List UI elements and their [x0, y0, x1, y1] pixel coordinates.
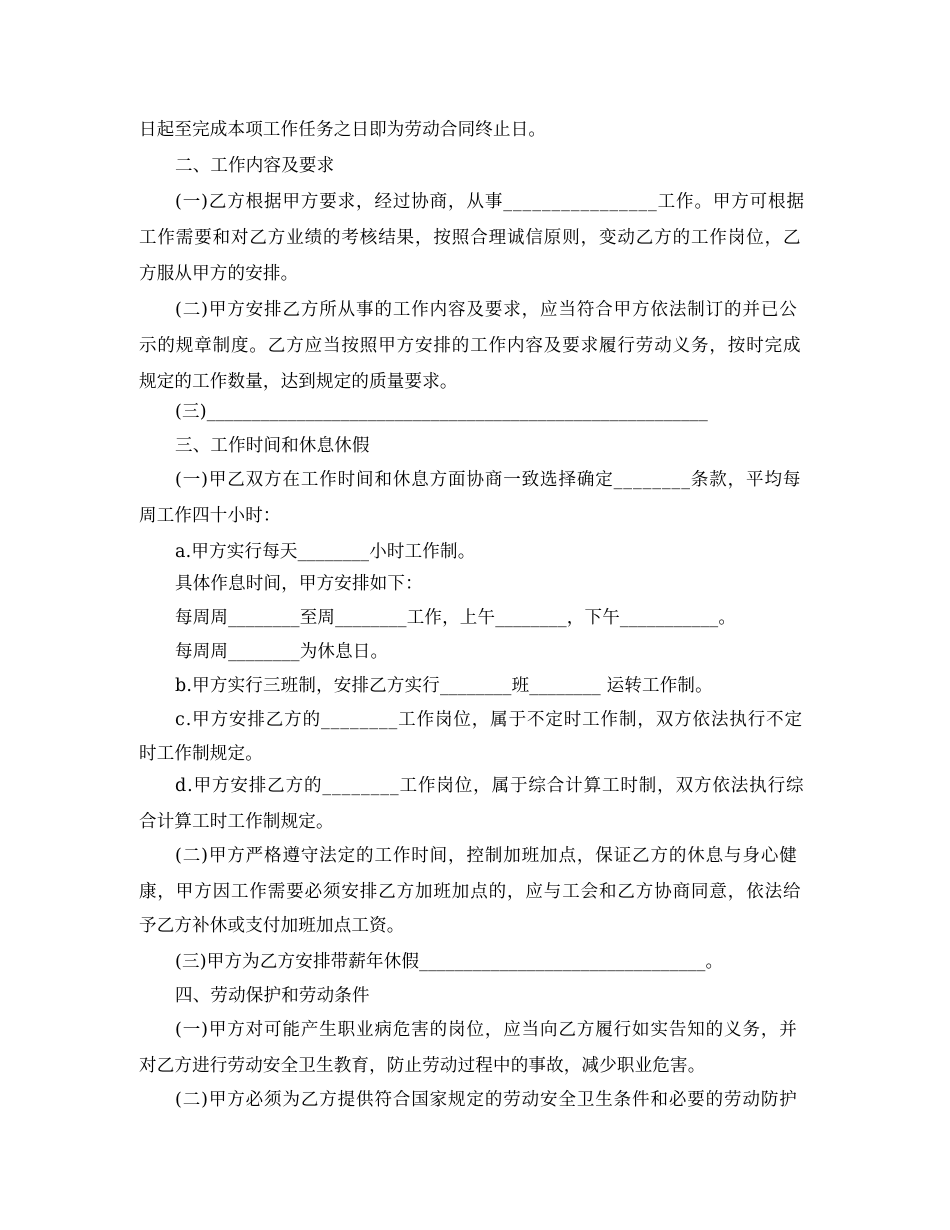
text-line: c.甲方安排乙方的________工作岗位，属于不定时工作制，双方依法执行不定 [175, 710, 803, 730]
text-line: (一)甲方对可能产生职业病危害的岗位，应当向乙方履行如实告知的义务，并 [175, 1020, 798, 1040]
text-line: 康，甲方因工作需要必须安排乙方加班加点的，应与工会和乙方协商同意，依法给 [139, 882, 802, 902]
section-heading: 二、工作内容及要求 [175, 156, 335, 176]
text-line: 具体作息时间，甲方安排如下： [175, 574, 423, 594]
text-line: b.甲方实行三班制，安排乙方实行________班________ 运转工作制。 [175, 676, 713, 696]
text-line: 日起至完成本项工作任务之日即为劳动合同终止日。 [139, 120, 547, 140]
text-line: (一)甲乙双方在工作时间和休息方面协商一致选择确定________条款，平均每 [175, 470, 802, 490]
text-line: 每周周________为休息日。 [175, 642, 389, 662]
text-line: 示的规章制度。乙方应当按照甲方安排的工作内容及要求履行劳动义务，按时完成 [139, 336, 802, 356]
text-line: (二)甲方必须为乙方提供符合国家规定的劳动安全卫生条件和必要的劳动防护 [175, 1090, 798, 1110]
text-line: a.甲方实行每天________小时工作制。 [175, 542, 476, 562]
text-line: (三)________________________________________________________ [175, 402, 708, 422]
text-line: 方服从甲方的安排。 [139, 264, 299, 284]
text-line: 予乙方补休或支付加班加点工资。 [139, 916, 405, 936]
text-line: 合计算工时工作制规定。 [139, 812, 334, 832]
text-line: (三)甲方为乙方安排带薪年休假________________________________。 [175, 952, 724, 972]
text-line: 工作需要和对乙方业绩的考核结果，按照合理诚信原则，变动乙方的工作岗位，乙 [139, 228, 802, 248]
text-line: 对乙方进行劳动安全卫生教育，防止劳动过程中的事故，减少职业危害。 [139, 1056, 706, 1076]
text-line: 每周周________至周________工作，上午________，下午___________。 [175, 608, 737, 628]
text-line: (一)乙方根据甲方要求，经过协商，从事________________工作。甲方可根据 [175, 192, 805, 212]
text-line: (二)甲方安排乙方所从事的工作内容及要求，应当符合甲方依法制订的并已公 [175, 300, 798, 320]
section-heading: 四、劳动保护和劳动条件 [175, 986, 370, 1006]
text-line: 规定的工作数量，达到规定的质量要求。 [139, 372, 458, 392]
section-heading: 三、工作时间和休息休假 [175, 436, 370, 456]
text-line: d.甲方安排乙方的________工作岗位，属于综合计算工时制，双方依法执行综 [175, 776, 805, 796]
text-line: (二)甲方严格遵守法定的工作时间，控制加班加点，保证乙方的休息与身心健 [175, 846, 798, 866]
text-line: 时工作制规定。 [139, 744, 263, 764]
text-line: 周工作四十小时： [139, 506, 281, 526]
